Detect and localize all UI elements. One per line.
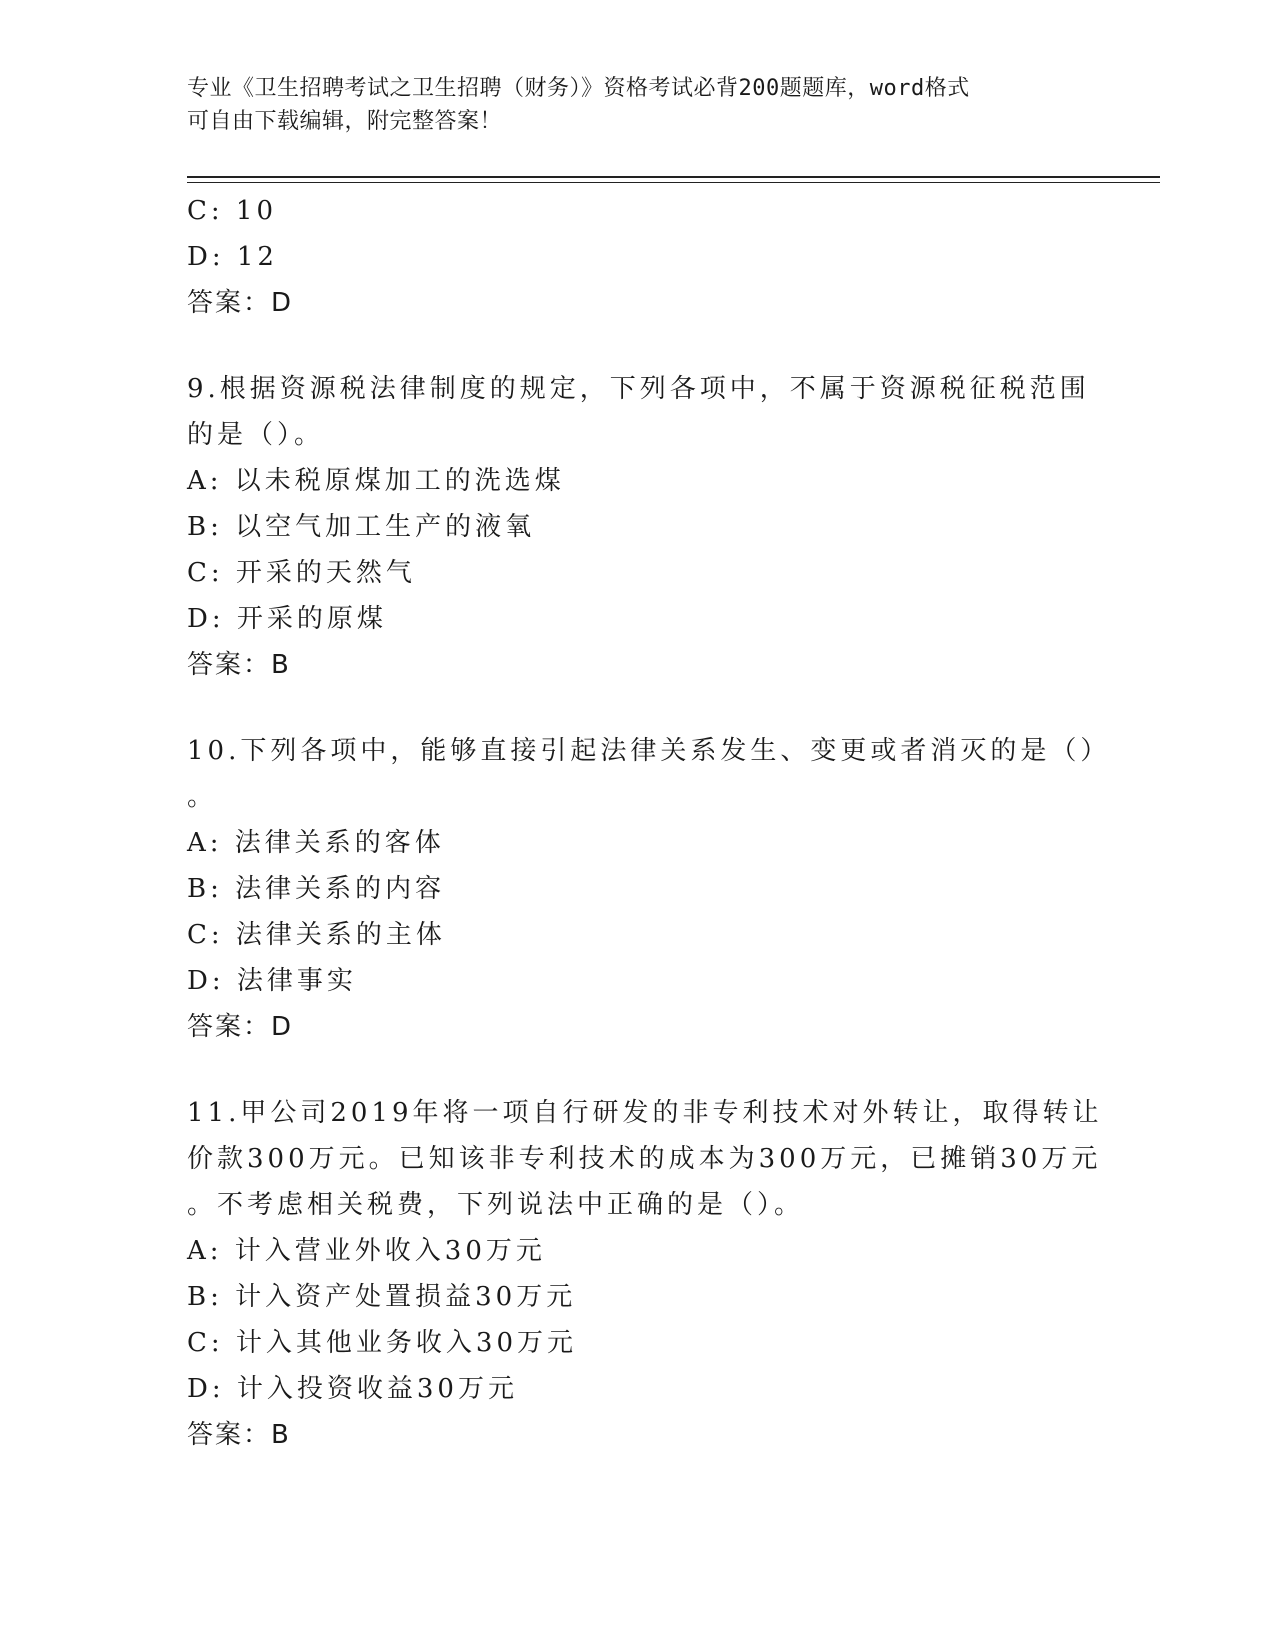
q11-stem-line-2: 价款300万元。已知该非专利技术的成本为300万元，已摊销30万元 <box>187 1144 1102 1174</box>
header-title-line-2: 可自由下载编辑，附完整答案！ <box>187 109 503 134</box>
header-divider-thin <box>187 182 1160 183</box>
question-11 <box>187 1090 1103 1458</box>
header-title-line-1: 专业《卫生招聘考试之卫生招聘（财务）》资格考试必背200题题库，word格式 <box>187 76 970 101</box>
q11-option-c: C: 计入其他业务收入30万元 <box>187 1328 578 1358</box>
q10-stem-line-2: 。 <box>187 782 218 812</box>
q11-option-d: D: 计入投资收益30万元 <box>187 1374 518 1404</box>
q10-answer: 答案：D <box>187 1012 294 1042</box>
q11-option-a: A: 计入营业外收入30万元 <box>187 1236 546 1266</box>
question-8-tail <box>187 188 1087 326</box>
q9-option-b: B: 以空气加工生产的液氧 <box>187 512 536 542</box>
q9-option-a: A: 以未税原煤加工的洗选煤 <box>187 466 565 496</box>
question-10 <box>187 728 1111 1050</box>
q8-answer: 答案：D <box>187 288 294 318</box>
q9-option-c: C: 开采的天然气 <box>187 558 416 588</box>
q11-option-b: B: 计入资产处置损益30万元 <box>187 1282 577 1312</box>
q9-stem-line-1: 9.根据资源税法律制度的规定，下列各项中，不属于资源税征税范围 <box>187 374 1090 404</box>
q9-option-d: D: 开采的原煤 <box>187 604 387 634</box>
q9-answer: 答案：B <box>187 650 291 680</box>
q10-option-d: D: 法律事实 <box>187 966 357 996</box>
q8-option-d: D: 12 <box>187 242 278 272</box>
header-divider-thick <box>187 176 1160 178</box>
q9-stem-line-2: 的是（）。 <box>187 420 325 450</box>
question-list <box>187 188 1111 1458</box>
q10-option-b: B: 法律关系的内容 <box>187 874 446 904</box>
q10-option-a: A: 法律关系的客体 <box>187 828 445 858</box>
q11-answer: 答案：B <box>187 1420 291 1450</box>
question-9 <box>187 366 1090 688</box>
q8-option-c: C: 10 <box>187 196 278 226</box>
q11-stem-line-1: 11.甲公司2019年将一项自行研发的非专利技术对外转让，取得转让 <box>187 1098 1103 1128</box>
q10-option-c: C: 法律关系的主体 <box>187 920 446 950</box>
q11-stem-line-3: 。不考虑相关税费，下列说法中正确的是（）。 <box>187 1190 805 1220</box>
document-header <box>187 72 1067 138</box>
q10-stem-line-1: 10.下列各项中，能够直接引起法律关系发生、变更或者消灭的是（） <box>187 736 1111 766</box>
